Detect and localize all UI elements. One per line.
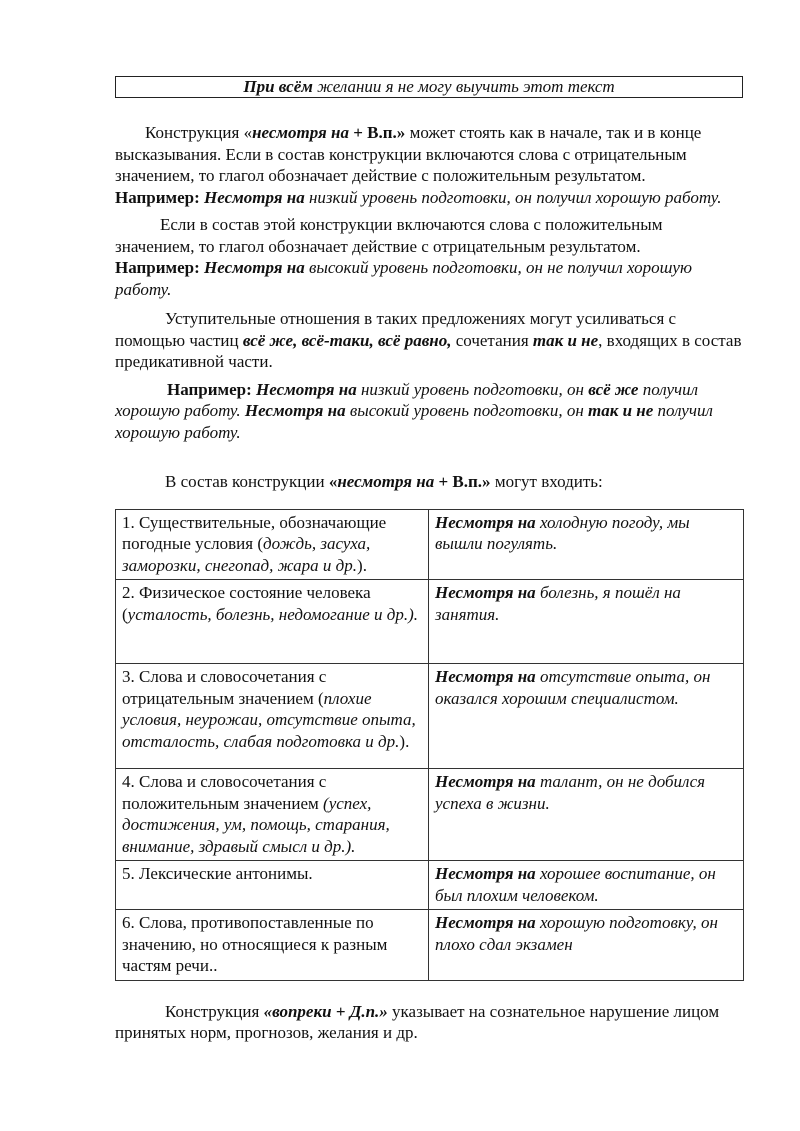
- cell-text: 6. Слова, противопоставленные по значению, но относящиеся к разным частям речи..: [122, 913, 388, 975]
- p3-text-a: Уступительные отношения в таких предложениях могут усиливаться с помощью частиц: [115, 309, 677, 350]
- example-3-text-4: получил хорошую работу.: [115, 401, 713, 442]
- example-1-text: низкий уровень подготовки, он получил хорошую работу.: [304, 187, 722, 207]
- table-row: [116, 861, 744, 910]
- cell-key: Несмотря на: [435, 772, 536, 791]
- p4-quote: «: [328, 472, 338, 491]
- example-2-text: высокий уровень подготовки, он не получил хорошую работу.: [115, 258, 692, 299]
- paragraph-construction-intro: [115, 122, 743, 187]
- title-bold: При всём: [243, 77, 313, 96]
- example-3-particle-1: всё же: [588, 379, 639, 399]
- example-1-key: Несмотря на: [204, 187, 305, 207]
- p5-construction: «вопреки + Д.п.»: [263, 1001, 388, 1021]
- paragraph-positive-meaning: Если в состав этой конструкции включаются слова с положительным значением, то глагол обозначает действие с отрицательным результатом.: [115, 215, 663, 256]
- cell-text: 4. Слова и словосочетания с положительным значением: [122, 772, 327, 813]
- table-cell-example: [429, 769, 744, 861]
- table-cell-example: [429, 664, 744, 769]
- table-row: [116, 664, 744, 769]
- table-cell-example: [429, 509, 744, 580]
- title-rest: желании я не могу выучить этот текст: [312, 77, 615, 96]
- table-cell-category: [116, 910, 429, 981]
- p3-text-e: , входящих в состав предикативной части.: [115, 330, 742, 371]
- example-2-label: Например:: [115, 258, 200, 277]
- table-cell-category: [116, 664, 429, 769]
- cell-examples: плохие условия, неурожаи, отсутствие опыта, отсталость, слабая подготовка и др.: [122, 688, 416, 751]
- cell-text: 2. Физическое состояние человека (: [122, 583, 371, 624]
- p3-combination: так и не: [532, 330, 599, 350]
- example-3-text-3: высокий уровень подготовки, он: [345, 401, 589, 420]
- cell-key: Несмотря на: [435, 667, 536, 686]
- p1-text-d: может стоять как в начале, так и в конце высказывания. Если в состав конструкции включаются слова с отрицательным значением, то глагол обозначает действие с положительным результатом.: [115, 123, 702, 185]
- document-title: [115, 76, 743, 98]
- cell-sentence: болезнь, я пошёл на занятия.: [435, 583, 681, 624]
- document-page: [115, 76, 743, 1044]
- cell-key: Несмотря на: [435, 864, 536, 883]
- table-row: [116, 509, 744, 580]
- construction-table: [115, 509, 744, 981]
- example-2-key: Несмотря на: [204, 258, 305, 277]
- cell-sentence: талант, он не добился успеха в жизни.: [435, 772, 706, 813]
- p1-construction: несмотря на: [252, 123, 349, 142]
- cell-sentence: хорошее воспитание, он был плохим человеком.: [435, 864, 716, 905]
- table-cell-category: [116, 769, 429, 861]
- cell-key: Несмотря на: [435, 583, 536, 602]
- p3-text-c: сочетания: [451, 330, 533, 350]
- table-cell-example: [429, 580, 744, 664]
- cell-tail: ).: [357, 555, 367, 575]
- example-3-label: Например:: [167, 379, 252, 399]
- table-cell-example: [429, 910, 744, 981]
- cell-sentence: отсутствие опыта, он оказался хорошим специалистом.: [435, 667, 711, 708]
- p4-text-e: могут входить:: [490, 472, 603, 491]
- table-row: [116, 769, 744, 861]
- p3-particles: всё же, всё-таки, всё равно,: [242, 330, 452, 350]
- cell-text: 5. Лексические антонимы.: [122, 864, 313, 883]
- cell-examples: (успех, достижения, ум, помощь, старания, внимание, здравый смысл и др.).: [122, 793, 390, 856]
- p5-text-a: Конструкция: [165, 1001, 264, 1021]
- cell-text: 1. Существительные, обозначающие погодные условия (: [122, 512, 387, 553]
- paragraph-vopreki: [115, 1001, 743, 1044]
- example-3: [115, 379, 743, 444]
- example-1-label: Например:: [115, 187, 200, 207]
- p4-construction: несмотря на: [337, 472, 435, 491]
- cell-key: Несмотря на: [435, 913, 536, 932]
- table-cell-category: [116, 861, 429, 910]
- cell-examples: усталость, болезнь, недомогание и др.).: [127, 604, 419, 624]
- example-3-particle-2: так и не: [588, 401, 654, 420]
- cell-tail: ).: [399, 731, 410, 751]
- example-3-key-1: Несмотря на: [256, 379, 357, 399]
- table-cell-category: [116, 580, 429, 664]
- example-3-text-2: получил хорошую работу.: [115, 379, 699, 420]
- cell-text: 3. Слова и словосочетания с отрицательным значением (: [122, 667, 327, 708]
- paragraph-table-intro: [115, 471, 743, 493]
- cell-key: Несмотря на: [435, 512, 536, 532]
- p1-case: + В.п.»: [348, 123, 406, 142]
- example-3-text-1: низкий уровень подготовки, он: [356, 379, 589, 399]
- paragraph-particles: [115, 308, 743, 373]
- table-cell-category: [116, 509, 429, 580]
- p4-case: + В.п.»: [434, 472, 491, 491]
- cell-sentence: холодную погоду, мы вышли погулять.: [435, 512, 690, 553]
- cell-sentence: хорошую подготовку, он плохо сдал экзамен: [435, 913, 718, 954]
- p5-text-c: указывает на сознательное нарушение лицом принятых норм, прогнозов, желания и др.: [115, 1001, 720, 1042]
- example-3-key-2: Несмотря на: [244, 401, 346, 420]
- table-cell-example: [429, 861, 744, 910]
- table-row: [116, 910, 744, 981]
- cell-examples: дождь, засуха, заморозки, снегопад, жара и др.: [122, 534, 371, 575]
- p4-text-a: В состав конструкции: [165, 472, 329, 491]
- p1-text-a: Конструкция «: [145, 123, 253, 142]
- example-2: [115, 257, 743, 300]
- table-row: [116, 580, 744, 664]
- example-1: [115, 187, 743, 209]
